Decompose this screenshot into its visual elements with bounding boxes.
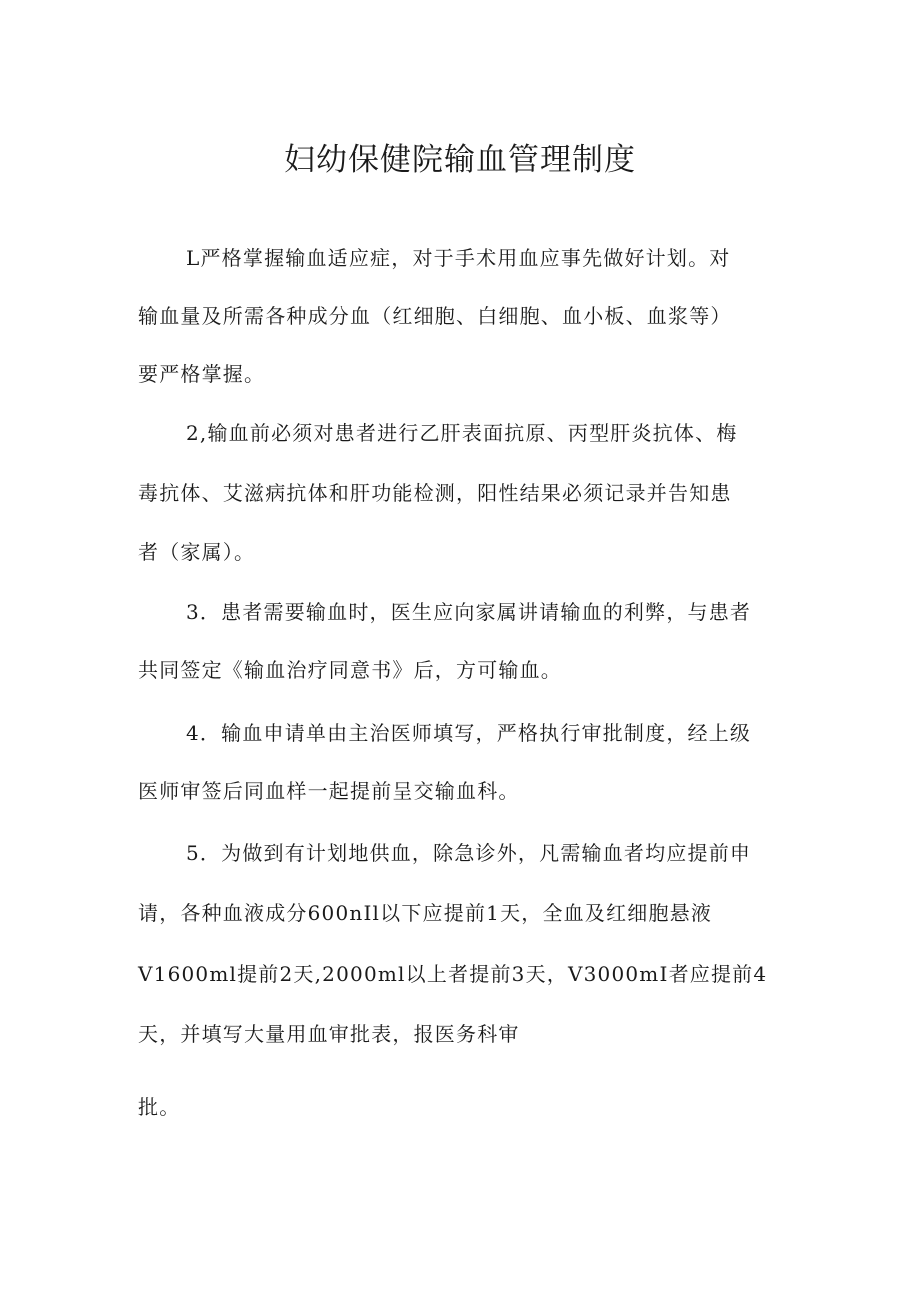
paragraph-2-line-1: 2,输血前必须对患者进行乙肝表面抗原、丙型肝炎抗体、梅 xyxy=(186,421,738,445)
paragraph-4-line-2: 医师审签后同血样一起提前呈交输血科。 xyxy=(138,779,520,803)
paragraph-4-line-1: 4．输血申请单由主治医师填写，严格执行审批制度，经上级 xyxy=(186,721,752,745)
paragraph-1-line-2: 输血量及所需各种成分血（红细胞、白细胞、血小板、血浆等） xyxy=(138,304,732,328)
paragraph-5-line-4: 天，并填写大量用血审批表，报医务科审 xyxy=(138,1022,520,1046)
paragraph-1-line-3: 要严格掌握。 xyxy=(138,362,266,386)
paragraph-3-line-1: 3．患者需要输血时，医生应向家属讲请输血的利弊，与患者 xyxy=(186,600,752,624)
paragraph-5-line-5: 批。 xyxy=(138,1095,181,1119)
paragraph-5-line-3: V1600ml提前2天,2000ml以上者提前3天，V3000mI者应提前4 xyxy=(138,962,768,986)
paragraph-2-line-3: 者（家属）。 xyxy=(138,540,256,564)
paragraph-5-line-1: 5．为做到有计划地供血，除急诊外，凡需输血者均应提前申 xyxy=(186,841,752,865)
page-title: 妇幼保健院输血管理制度 xyxy=(284,142,636,178)
paragraph-5-line-2: 请，各种血液成分600nIl以下应提前1天，全血及红细胞悬液 xyxy=(138,901,713,925)
paragraph-1-line-1: L严格掌握输血适应症，对于手术用血应事先做好计划。对 xyxy=(186,246,731,270)
paragraph-2-line-2: 毒抗体、艾滋病抗体和肝功能检测，阳性结果必须记录并告知患 xyxy=(138,481,732,505)
paragraph-3-line-2: 共同签定《输血治疗同意书》后，方可输血。 xyxy=(138,658,562,682)
